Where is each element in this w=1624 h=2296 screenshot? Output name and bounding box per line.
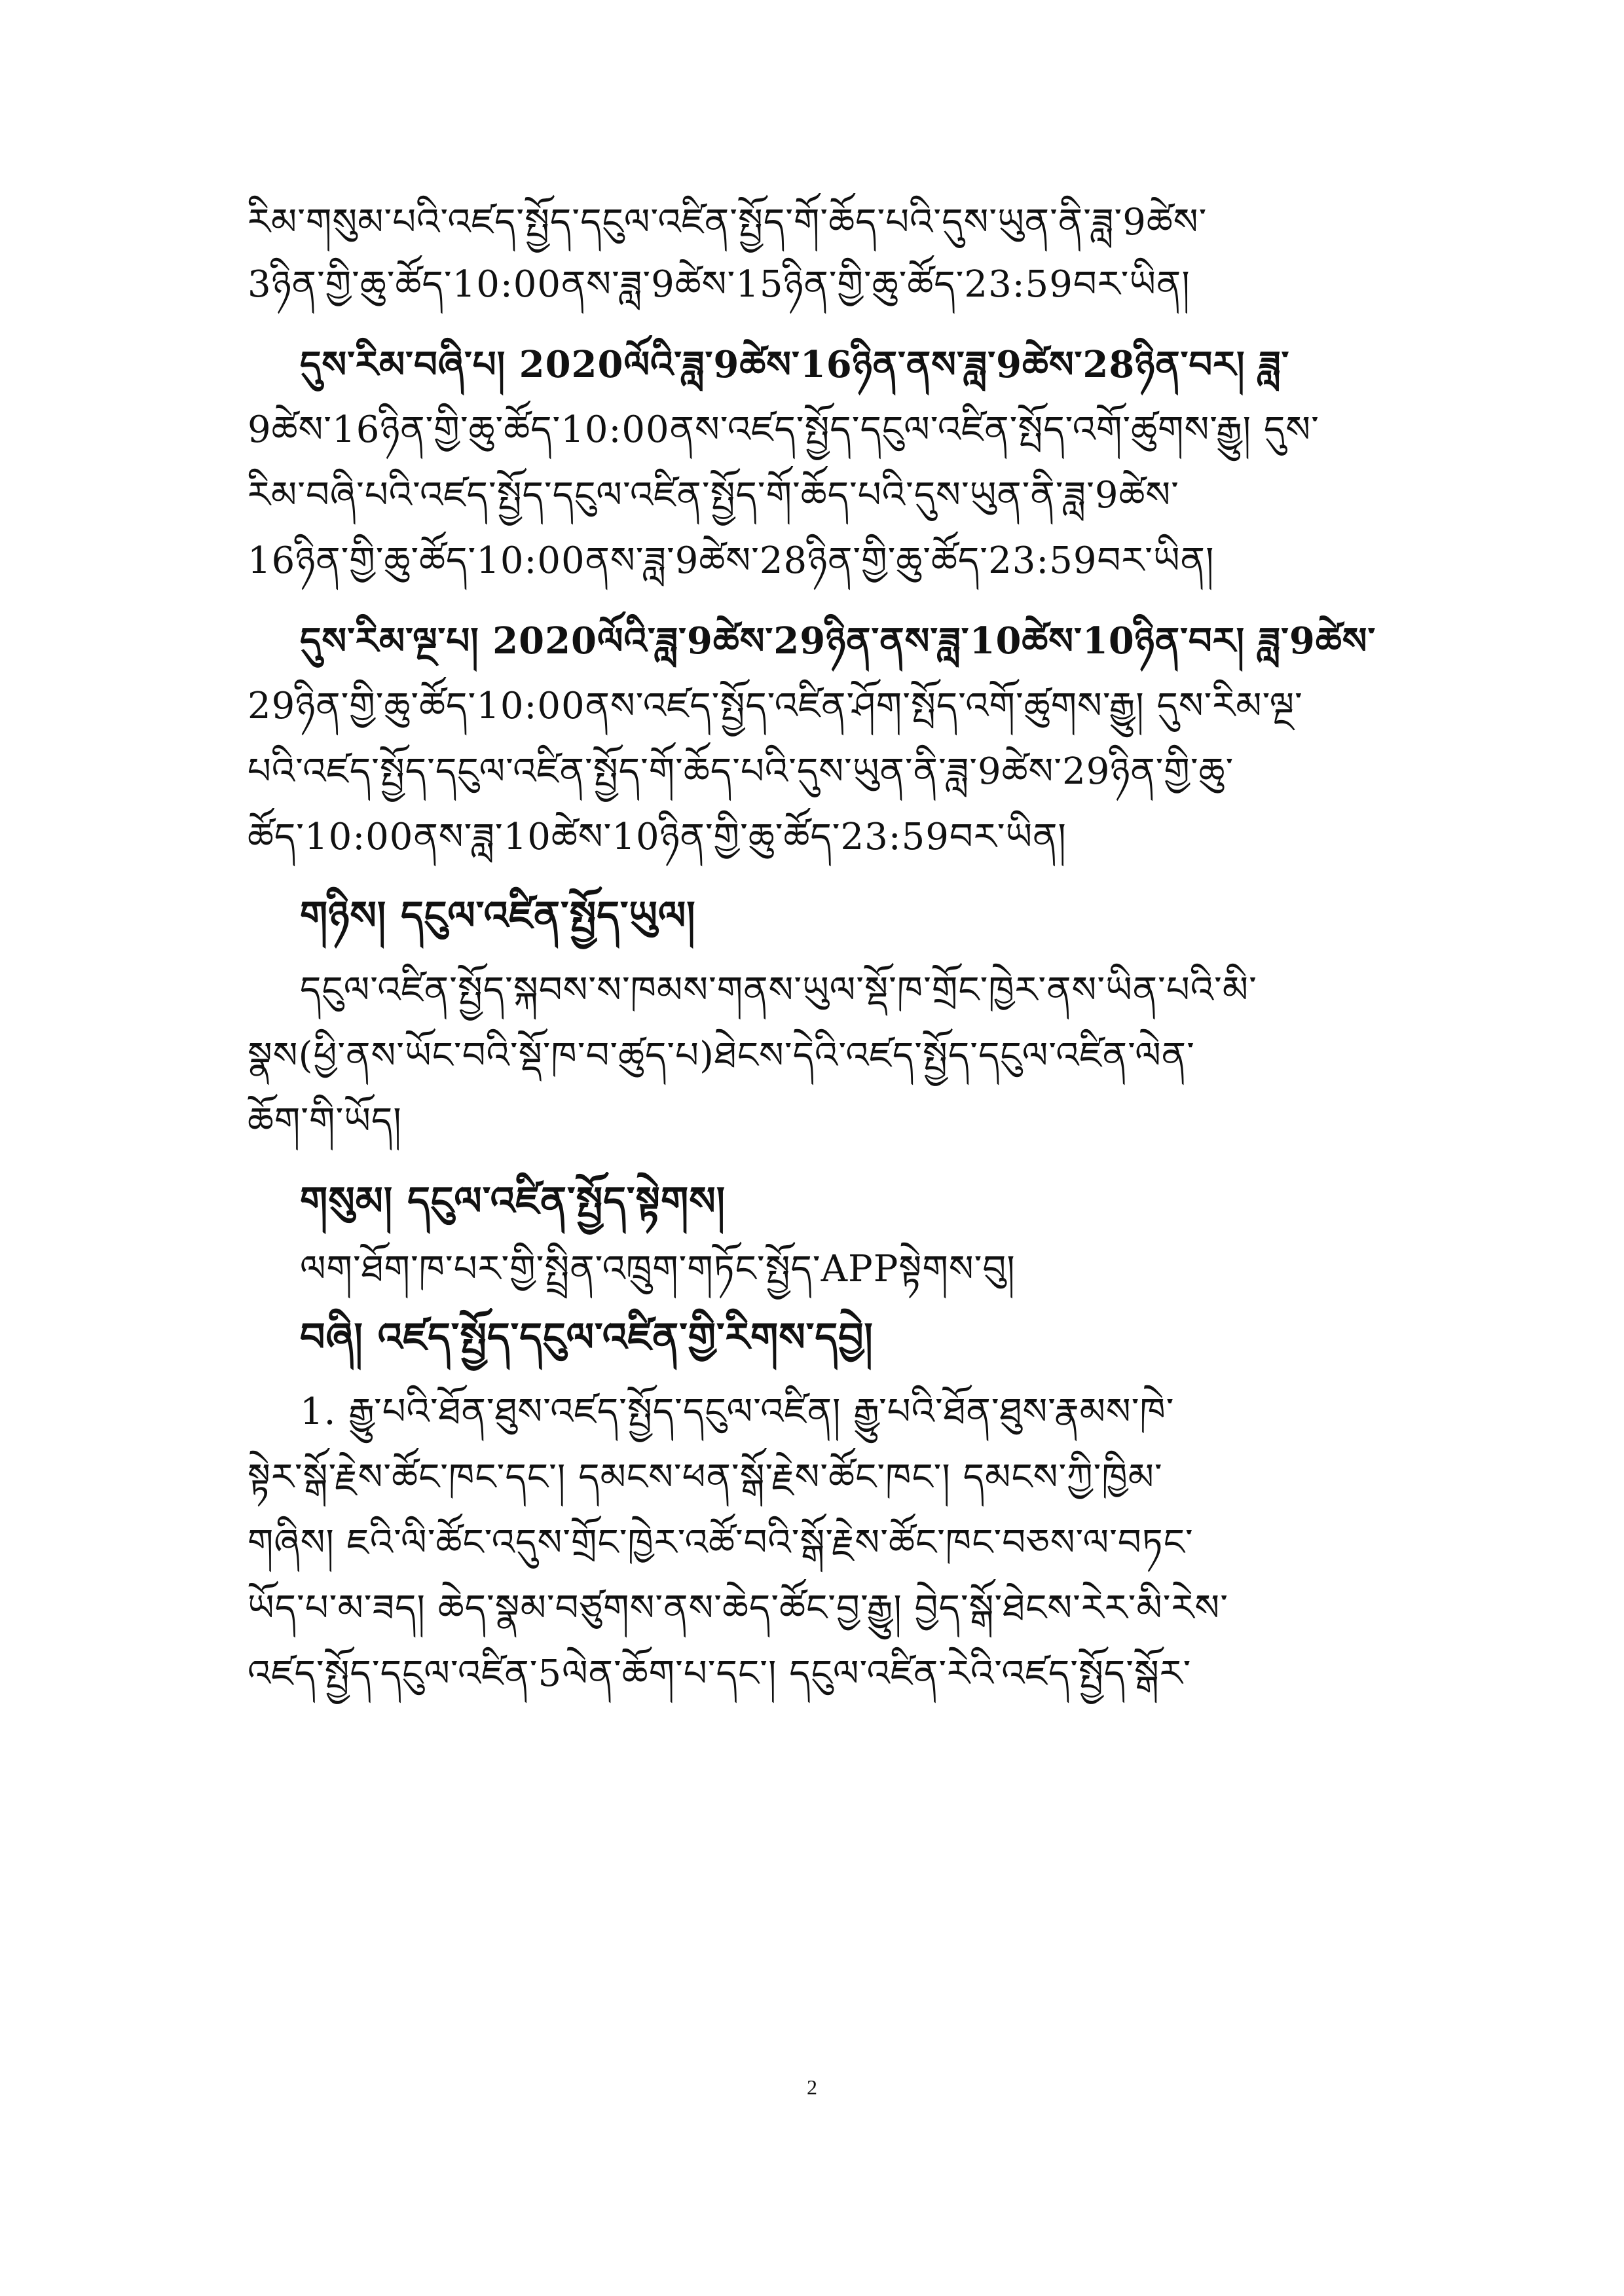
body-text-line: སྣས(ཕྱི་ནས་ཡོང་བའི་སྡོ་ཁ་བ་ཚུད་པ)ཐེངས་དེའི་འཛད་སྤྱོད་དངུལ་འཛིན་ལེན་ <box>248 1034 1195 1077</box>
section-heading-platform: གསུམ། དངུལ་འཛིན་སྤྱོད་སྟེགས། <box>300 1178 726 1224</box>
body-text-line: 3ཉིན་གྱི་ཆུ་ཚོད་10:00ནས་ཟླ་9ཚེས་15ཉིན་གྱི་ཆུ་ཚོད་23:59བར་ཡིན། <box>248 263 1190 306</box>
body-text-line: རིམ་གསུམ་པའི་འཛད་སྤྱོད་དངུལ་འཛིན་སྤྱོད་གོ་ཆོད་པའི་དུས་ཡུན་ནི་ཟླ་9ཚེས་ <box>248 201 1208 244</box>
body-text-line: 29ཉིན་གྱི་ཆུ་ཚོད་10:00ནས་འཛད་སྤྱོད་འཛིན་ཤོག་སྤོད་འགོ་ཚུགས་རྒྱུ། དུས་རིམ་ལྔ་ <box>248 685 1303 727</box>
body-text-line: 9ཚེས་16ཉིན་གྱི་ཆུ་ཚོད་10:00ནས་འཛད་སྤྱོད་དངུལ་འཛིན་སྤོད་འགོ་ཚུགས་རྒྱུ། དུས་ <box>248 409 1320 451</box>
body-text-line: དངུལ་འཛིན་སྤྱོད་སྐབས་ས་ཁམས་གནས་ཡུལ་སྡོ་ཁ་གྲོང་ཁྱེར་ནས་ཡིན་པའི་མི་ <box>300 969 1257 1011</box>
numbered-item-line: 1. རྒྱུ་པའི་ཐོན་ཐུས་འཛད་སྤྱོད་དངུལ་འཛིན། རྒྱུ་པའི་ཐོན་ཐུས་རྣམས་ཁེ་ <box>300 1391 1175 1433</box>
body-text-line: ཆོག་གི་ཡོད། <box>248 1100 402 1142</box>
body-text-line: ལག་ཐོག་ཁ་པར་གྱི་སྤྲིན་འཁྲུག་གཏོང་སྤྱོད་APPསྟེགས་བུ། <box>300 1248 1016 1290</box>
body-text-line: པའི་འཛད་སྤྱོད་དངུལ་འཛིན་སྤྱོད་གོ་ཆོད་པའི་དུས་ཡུན་ནི་ཟླ་9ཚེས་29ཉིན་གྱི་ཆུ་ <box>248 750 1234 793</box>
body-text-line: འཛད་སྤྱོད་དངུལ་འཛིན་5ལེན་ཆོག་པ་དང་། དངུལ་འཛིན་རེའི་འཛད་སྤྱོད་སྒོར་ <box>248 1652 1192 1695</box>
stage-five-paragraph-line: དུས་རིམ་ལྔ་པ། 2020ལོའི་ཟླ་9ཚེས་29ཉིན་ནས་ཟླ་10ཚེས་10ཉིན་བར། ཟླ་9ཚེས་ <box>300 619 1376 663</box>
body-text-line: སྟེར་སྒོ་རྗེས་ཚོང་ཁང་དང་། དམངས་ཕན་སྒོ་རྗེས་ཚོང་ཁང་། དམངས་ཀྱི་ཁྱིམ་ <box>248 1456 1163 1499</box>
body-text-line: 16ཉིན་གྱི་ཆུ་ཚོད་10:00ནས་ཟླ་9ཚེས་28ཉིན་གྱི་ཆུ་ཚོད་23:59བར་ཡིན། <box>248 539 1215 582</box>
body-text-line: ཚོད་10:00ནས་ཟླ་10ཚེས་10ཉིན་གྱི་ཆུ་ཚོད་23:59བར་ཡིན། <box>248 816 1067 858</box>
body-text-line: གཞིས། ཇའི་ལི་ཚོང་འདུས་གྲོང་ཁྱེར་འཚོ་བའི་སྒོ་རྗེས་ཚོང་ཁང་བཅས་ལ་བཏང་ <box>248 1522 1194 1564</box>
stage-four-paragraph-line: དུས་རིམ་བཞི་པ། 2020ལོའི་ཟླ་9ཚེས་16ཉིན་ནས་ཟླ་9ཚེས་28ཉིན་བར། ཟླ་ <box>300 343 1290 386</box>
section-heading-categories: བཞི། འཛད་སྤྱོད་དངུལ་འཛིན་གྱི་རིགས་དབྱེ། <box>300 1315 874 1360</box>
body-text-line: རིམ་བཞི་པའི་འཛད་སྤྱོད་དངུལ་འཛིན་སྤྱོད་གོ་ཆོད་པའི་དུས་ཡུན་ནི་ཟླ་9ཚེས་ <box>248 474 1179 517</box>
section-heading-location: གཉིས། དངུལ་འཛིན་སྤྱོད་ཡུལ། <box>300 893 696 939</box>
body-text-line: ཡོད་པ་མ་ཟད། ཆེད་སྣམ་བཙུགས་ནས་ཆེད་ཚོང་བྱ་རྒྱུ། བྱེད་སྒོ་ཐེངས་རེར་མི་རེས་ <box>248 1587 1228 1630</box>
page-number: 2 <box>807 2075 817 2099</box>
